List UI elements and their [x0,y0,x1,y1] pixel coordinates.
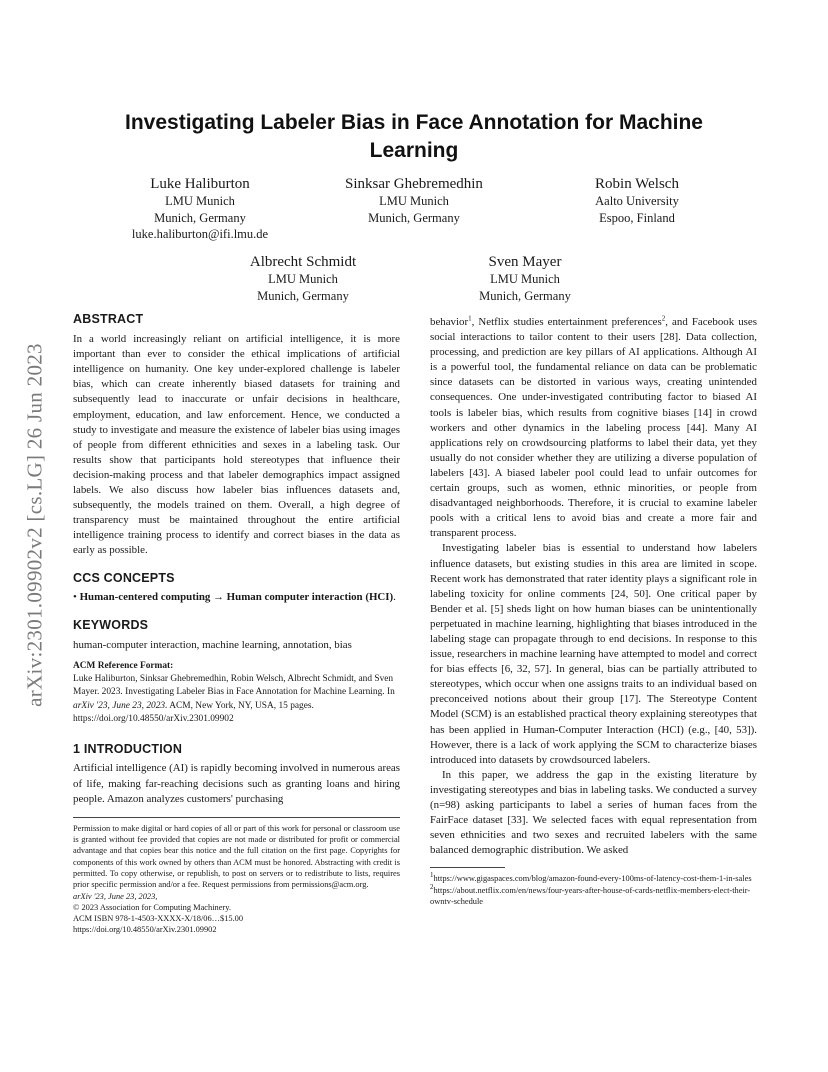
author-location: Munich, Germany [257,288,349,303]
author-affiliation: Aalto University [595,194,679,208]
paper-title: Investigating Labeler Bias in Face Annotation for Machine Learning [125,111,703,162]
footnote [430,873,757,884]
author-name: Robin Welsch [595,176,679,192]
isbn-line: ACM ISBN 978-1-4503-XXXX-X/18/06…$15.00 [73,914,244,924]
ccs-text [73,590,400,605]
author-block [425,253,625,304]
author-affiliation: LMU Munich [165,194,235,208]
introduction-heading: 1 INTRODUCTION [73,742,183,757]
author-location: Munich, Germany [479,288,571,303]
author-location: Espoo, Finland [599,210,675,225]
acm-reference-venue: arXiv '23, June 23, 2023. [73,700,168,711]
acm-reference-heading: ACM Reference Format: [73,660,174,671]
permission-text: Permission to make digital or hard copies of all or part of this work for personal or classroom use is granted without fee provided that copies are not made or distributed for profit or commercial advantage and that copies bear this notice and the full citation on the first page. Copyrights for components of this work owned by others than ACM must be honored. Abstracting with credit is permitted. To copy otherwise, or republish, to post on servers or to redistribute to lists, requires prior specific permission and/or a fee. Request permissions from permissions@acm.org. [73,823,400,890]
keywords-text: human-computer interaction, machine learning, annotation, bias [73,638,352,651]
intro-paragraph: Artificial intelligence (AI) is rapidly becoming involved in numerous areas of life, making far-reaching decisions such as granting loans and hiring people. Amazon analyzes customers' purchasing [73,762,400,805]
footnotes [430,873,757,907]
footnote-url[interactable]: https://www.gigaspaces.com/blog/amazon-found-every-100ms-of-latency-cost-them-1-in-sales [433,874,752,884]
footnote-divider [430,867,505,868]
author-affiliation: LMU Munich [490,272,560,286]
author-name: Sven Mayer [488,254,562,270]
body-text: , Netflix studies entertainment preferences [471,316,662,328]
ccs-heading: CCS CONCEPTS [73,570,175,585]
right-column [430,315,757,907]
body-paragraph [430,315,757,541]
author-block [537,175,737,226]
footnote-mark[interactable]: 1 [468,314,472,323]
author-name: Luke Haliburton [150,176,250,192]
author-block [314,175,514,226]
arxiv-sidebar [10,290,60,760]
copyright-line: © 2023 Association for Computing Machinery. [73,902,231,912]
author-affiliation: LMU Munich [268,272,338,286]
keywords-heading: KEYWORDS [73,617,149,632]
ccs-bullet: • [73,590,77,603]
footnote-mark[interactable]: 2 [661,314,666,323]
author-location: Munich, Germany [368,210,460,225]
arxiv-identifier: arXiv:2301.09902v2 [cs.LG] 26 Jun 2023 [22,343,47,707]
acm-reference-text-end: ACM, New York, NY, USA, 15 pages. https://doi.org/10.48550/arXiv.2301.09902 [73,700,314,725]
footnote-number: 1 [430,871,434,880]
doi-link[interactable]: https://doi.org/10.48550/arXiv.2301.09902 [73,925,217,935]
author-location: Munich, Germany [154,210,246,225]
author-name: Sinksar Ghebremedhin [345,176,483,192]
body-text: , and Facebook uses social interactions to tailor content to their users [28]. Data collection, processing, and prediction are key pillars of AI applications. Although AI is a powerful tool, the fundamental reliance on data can be problematic since datasets can be distorted in various ways, creating unintended consequences. One under-investigated contributing factor to biased AI tools is labeler bias, which results from cognitive biases [14] in crowd workers and other dynamics in the labeling process [44]. Many AI applications rely on crowdsourcing platforms to label their data, yet they usually do not consider whether they are utilizing a diverse population of labelers [43]. A biased labeler pool could lead to unfair outcomes for certain groups, such as women, ethnic minorities, or people from disadvantaged neighborhoods. Therefore, it is crucial to examine labeler pools with a critical lens to avoid bias and create a more fair and transparent process. [430,316,757,540]
author-block [100,175,300,243]
body-paragraph: Investigating labeler bias is essential to understand how labelers influence datasets, but existing studies in this area are limited in scope. Recent work has demonstrated that rater identity plays a significant role in labeling toxicity for online comments [24, 50]. One critical paper by Bender et al. [5] sheds light on how human biases can be unintentionally perpetuated in machine learning, highlighting that biases introduced in the labeling stage can propagate through to end decisions. In response to this issue, researchers in machine learning have attempted to model and correct for bias effects [6, 32, 57]. In general, bias can be partially attributed to stereotypes, which occur when one assigns traits to an individual based on preconceived notions about their group [17]. The Stereotype Content Model (SCM) is an established practical theory explaining stereotypes that has been applied in Human-Computer Interaction (HCI) (e.g., [40, 53]). However, there is a lack of work applying the SCM to characterize biases introduced into datasets by crowdsourced labelers. [430,542,757,766]
ccs-end: . [393,590,396,603]
author-name: Albrecht Schmidt [249,254,357,270]
footnote-number: 2 [430,882,434,891]
acm-reference-text: Luke Haliburton, Sinksar Ghebremedhin, Robin Welsch, Albrecht Schmidt, and Sven Mayer. 2023. Investigating Labeler Bias in Face Annotation for Machine Learning. In [73,674,395,698]
footnote-url[interactable]: https://about.netflix.com/en/news/four-years-after-house-of-cards-netflix-members-elect-their-owntv-schedule [430,885,751,906]
permission-divider [73,817,400,818]
left-column [73,312,400,936]
body-text: behavior [430,316,469,328]
author-affiliation: LMU Munich [379,194,449,208]
permission-notice [73,823,400,936]
footnote [430,882,757,908]
author-email[interactable]: luke.haliburton@ifi.lmu.de [131,227,269,241]
acm-reference [73,660,400,726]
permission-venue: arXiv '23, June 23, 2023, [73,891,158,901]
abstract-heading: ABSTRACT [73,312,144,326]
author-block [203,253,403,304]
ccs-concept: Human-centered computing → Human computer interaction (HCI) [79,590,394,603]
abstract-text: In a world increasingly reliant on artificial intelligence, it is more important than ever to consider the ethical implications of artificial intelligence on humanity. One key under-explored challenge is labeler bias, which can create inherently biased datasets for training and subsequently lead to inaccurate or unfair decisions in healthcare, employment, education, and law enforcement. Hence, we conducted a study to investigate and measure the existence of labeler bias using images of people from different ethnicities and sexes in a labeling task. Our results show that participants hold stereotypes that influence their decision-making process and that labeler demographics impact assigned labels. We also discuss how labeler bias influences datasets and, subsequently, the models trained on them. Overall, a high degree of transparency must be maintained throughout the entire artificial intelligence training process to identify and correct biases in the data as early as possible. [73,333,400,557]
body-paragraph: In this paper, we address the gap in the existing literature by investigating stereotypes and bias in labeling tasks. We conducted a survey (n=98) asking participants to label a series of human faces from the FairFace dataset [33]. We selected faces with equal representation from seven ethnicities and two sexes and recruited labelers with the same balanced demographic distribution. We asked [430,768,757,857]
